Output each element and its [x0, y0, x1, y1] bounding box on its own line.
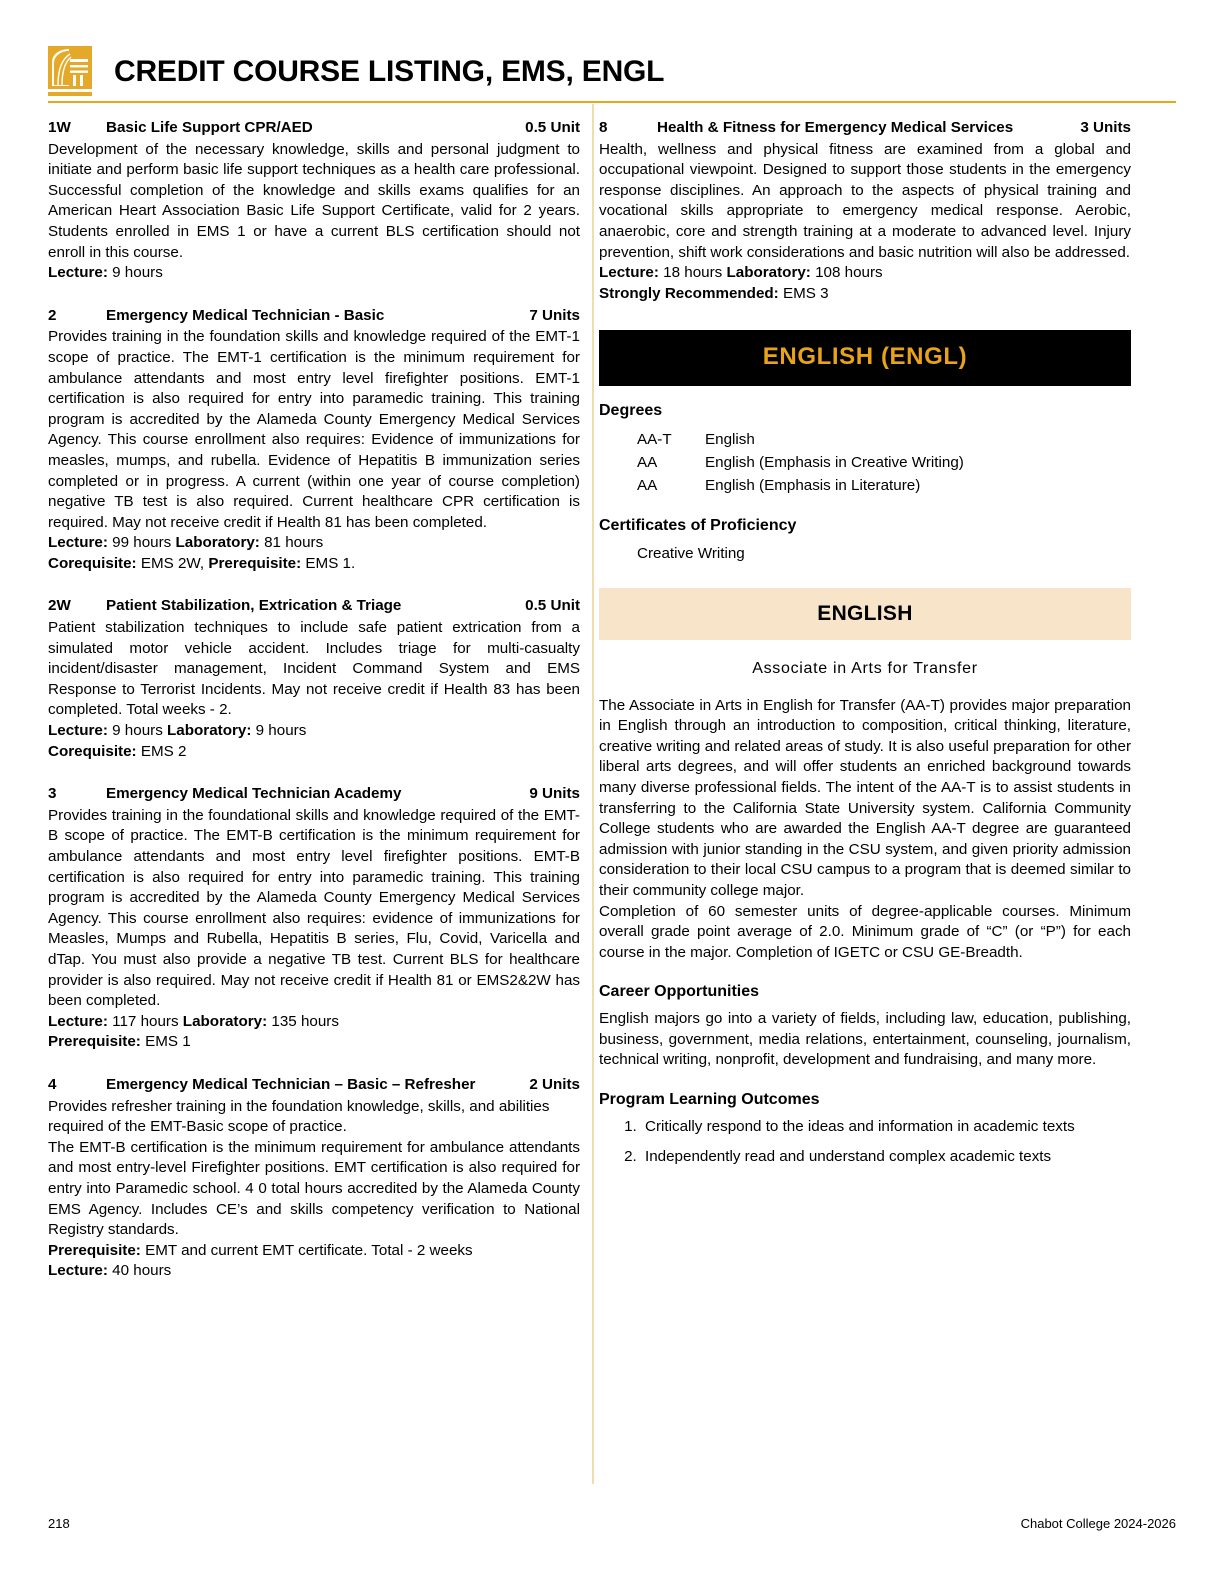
course-meta-line [48, 263, 580, 284]
course-number: 2W [48, 597, 71, 615]
course-heading [599, 118, 1131, 139]
course-heading [48, 596, 580, 617]
meta-value: 99 hours [107, 534, 176, 552]
degree-name: English (Emphasis in Literature) [705, 476, 921, 494]
meta-value: EMS 1 [140, 1033, 191, 1051]
course-number: 1W [48, 119, 71, 136]
certificate-item: Creative Writing [637, 545, 745, 563]
course-title: Basic Life Support CPR/AED [106, 119, 313, 136]
header-divider-rule [48, 101, 1176, 103]
course-title: Emergency Medical Technician - Basic [106, 306, 385, 324]
meta-value: 117 hours [107, 1012, 183, 1030]
course-units: 0.5 Unit [525, 597, 580, 615]
course-units: 0.5 Unit [525, 119, 580, 136]
meta-label: Lecture: [48, 722, 108, 740]
course-heading [48, 1075, 580, 1096]
meta-label: Lecture: [599, 264, 659, 282]
meta-label: Lecture: [48, 1012, 108, 1030]
meta-label: Strongly Recommended: [599, 284, 779, 302]
course-heading [48, 784, 580, 805]
course-heading [48, 118, 580, 139]
degree-code: AA-T [637, 430, 672, 448]
course-description: Provides training in the foundational skills and knowledge required of the EMT-B scope of practice. The EMT-B certification is the minimum requirement for ambulance attendants and most entry level firefighter positions. EMT-B certification is also required for entry into paramedic training. This training program is accredited by the Alameda County Emergency Medical Services Agency. This course enrollment also requires: evidence of immunizations for Measles, Mumps and Rubella, Hepatitis B series, Flu, Covid, Varicella and dTap. You must also provide a negative TB test. Current BLS for healthcare provider is also required. May not receive credit if Health 81 or EMS2&2W has been completed. [48, 806, 580, 1010]
meta-value: 9 hours [107, 722, 168, 740]
meta-label: Laboratory: [726, 264, 811, 282]
course-units: 9 Units [529, 785, 580, 803]
right-column [599, 118, 1131, 1178]
course-description: Provides training in the foundation skills and knowledge required of the EMT-1 scope of practice. The EMT-1 certification is the minimum requirement for ambulance attendants and most entry level firefighter positions. EMT-1 certification is also required for entry into paramedic training. This training program is accredited by the Alameda County Emergency Medical Services Agency. This course enrollment also requires: Evidence of immunizations for measles, mumps, and rubella. Evidence of Hepatitis B immunization series completed or in progress. A current (within one year of course completion) negative TB test is also required. Current healthcare CPR certification is required. May not receive credit if Health 81 has been completed. [48, 328, 580, 531]
meta-value: 81 hours [259, 534, 324, 552]
program-learning-outcomes-heading: Program Learning Outcomes [599, 1090, 820, 1108]
course-meta-line [48, 533, 580, 554]
program-paragraph: Completion of 60 semester units of degree-applicable courses. Minimum overall grade point average of 2.0. Minimum grade of “C” (or “P”) for each course in the major. Completion of IGETC or CSU GE-Breadth. [599, 902, 1131, 961]
page-footer [48, 1516, 1176, 1531]
course-number: 3 [48, 785, 57, 803]
left-column [48, 118, 580, 1282]
program-paragraph: The Associate in Arts in English for Transfer (AA-T) provides major preparation in English through an introduction to composition, critical thinking, literature, creative writing and related areas of study. It is also useful preparation for other liberal arts degrees, and will offer students an enriched background towards many diverse professional fields. The intent of the AA-T is to assist students in transferring to the California State University system. California Community College students who are awarded the English AA-T degree are guaranteed admission with junior standing in the CSU system, and given priority admission consideration to their local CSU campus to a program that is deemed similar to their community college major. [599, 696, 1131, 900]
degree-row [637, 428, 1131, 451]
column-divider-rule [592, 104, 594, 1484]
meta-label: Lecture: [48, 1262, 108, 1280]
page-title: CREDIT COURSE LISTING, EMS, ENGL [114, 55, 665, 88]
course-title: Health & Fitness for Emergency Medical Services [657, 119, 1014, 136]
course-entry [599, 118, 1131, 304]
meta-label: Corequisite: [48, 554, 137, 572]
degree-name: English [705, 430, 755, 448]
course-number: 2 [48, 306, 57, 324]
course-units: 3 Units [1080, 119, 1131, 136]
course-title: Emergency Medical Technician Academy [106, 785, 402, 803]
meta-value: 9 hours [251, 722, 307, 740]
course-units: 2 Units [529, 1075, 580, 1093]
meta-value: 40 hours [107, 1262, 172, 1280]
meta-label: Laboratory: [175, 534, 260, 552]
page-header [48, 44, 1176, 100]
course-entry [48, 118, 580, 284]
course-title: Emergency Medical Technician – Basic – Refresher [106, 1075, 476, 1093]
course-meta-line [48, 554, 580, 575]
course-title: Patient Stabilization, Extrication & Triage [106, 597, 402, 615]
meta-label: Laboratory: [167, 722, 252, 740]
chabot-college-building-logo-icon [48, 46, 92, 98]
course-entry [48, 784, 580, 1053]
meta-value: EMT and current EMT certificate. Total - 2 weeks [140, 1241, 473, 1259]
certificates-heading: Certificates of Proficiency [599, 516, 797, 534]
career-opportunities-text: English majors go into a variety of fields, including law, education, publishing, business, government, media relations, entertainment, counseling, journalism, technical writing, nonprofit, development and fundraising, and many more. [599, 1010, 1131, 1069]
department-banner: ENGLISH (ENGL) [599, 330, 1131, 386]
course-number: 8 [599, 119, 608, 136]
course-number: 4 [48, 1075, 57, 1093]
meta-value: 18 hours [658, 264, 727, 282]
course-meta-line [48, 742, 580, 763]
meta-value: EMS 2 [136, 742, 187, 760]
course-entry [48, 596, 580, 762]
course-meta-line [48, 1241, 580, 1262]
degrees-heading: Degrees [599, 401, 663, 419]
meta-value: 9 hours [107, 264, 163, 282]
course-description: Patient stabilization techniques to include safe patient extrication from a simulated motor vehicle accident. Includes triage for multi-casualty incident/disaster management, Incident Command System and EMS Response to Terrorist Incidents. May not receive credit if Health 83 has been completed. Total weeks - 2. [48, 619, 580, 719]
degree-row [637, 474, 1131, 497]
course-entry [48, 1075, 580, 1282]
program-banner: ENGLISH [599, 588, 1131, 640]
meta-label: Corequisite: [48, 742, 137, 760]
course-description: Development of the necessary knowledge, skills and personal judgment to initiate and perform basic life support techniques as a health care professional. Successful completion of the knowledge and skills exams qualifies for an American Heart Association Basic Life Support Certificate, valid for 2 years. Students enrolled in EMS 1 or have a current BLS certification should not enroll in this course. [48, 140, 580, 261]
degree-name: English (Emphasis in Creative Writing) [705, 453, 964, 471]
meta-label: Prerequisite: [48, 1033, 141, 1051]
meta-value: 135 hours [267, 1012, 339, 1030]
program-subtitle: Associate in Arts for Transfer [752, 660, 978, 678]
course-meta-line [48, 1012, 580, 1033]
course-units: 7 Units [529, 306, 580, 324]
course-description-continued: The EMT-B certification is the minimum requirement for ambulance attendants and most entry-level Firefighter positions. EMT certification is also required for entry into Paramedic school. 4 0 total hours accredited by the Alameda County EMS Agency. Includes CE’s and skills competency verification to National Registry standards. [48, 1138, 580, 1239]
degree-code: AA [637, 453, 658, 471]
degree-row [637, 451, 1131, 474]
course-entry [48, 306, 580, 575]
program-learning-outcomes-list [599, 1117, 1131, 1169]
course-meta-line [599, 284, 1131, 305]
catalog-name: Chabot College 2024-2026 [1020, 1516, 1176, 1531]
meta-label: Prerequisite: [48, 1241, 141, 1259]
meta-label: Prerequisite: [208, 554, 302, 572]
meta-value: EMS 2W, [136, 554, 209, 572]
list-item: 1. Critically respond to the ideas and information in academic texts [641, 1117, 1131, 1138]
meta-value: EMS 1. [301, 554, 356, 572]
degree-code: AA [637, 476, 658, 494]
course-heading [48, 306, 580, 327]
course-description: Provides refresher training in the foundation knowledge, skills, and abilities required of the EMT-Basic scope of practice. [48, 1097, 550, 1136]
course-meta-line [48, 721, 580, 742]
meta-value: 108 hours [810, 264, 883, 282]
list-item: 2. Independently read and understand complex academic texts [641, 1147, 1131, 1168]
career-opportunities-heading: Career Opportunities [599, 983, 760, 1001]
meta-label: Lecture: [48, 534, 108, 552]
course-meta-line [48, 1032, 580, 1053]
meta-value: EMS 3 [778, 284, 829, 302]
meta-label: Laboratory: [182, 1012, 268, 1030]
course-meta-line [48, 1261, 580, 1282]
meta-label: Lecture: [48, 264, 108, 282]
course-meta-line [599, 263, 1131, 284]
course-description: Health, wellness and physical fitness are examined from a global and occupational viewpoint. Designed to support those students in the emergency response disciplines. An approach to the aspects of physical training and vocational skills appropriate to emergency medical response. Aerobic, anaerobic, core and strength training at a moderate to advanced level. Injury prevention, shift work considerations and basic nutrition will also be addressed. [599, 140, 1131, 261]
page-number: 218 [48, 1516, 70, 1531]
